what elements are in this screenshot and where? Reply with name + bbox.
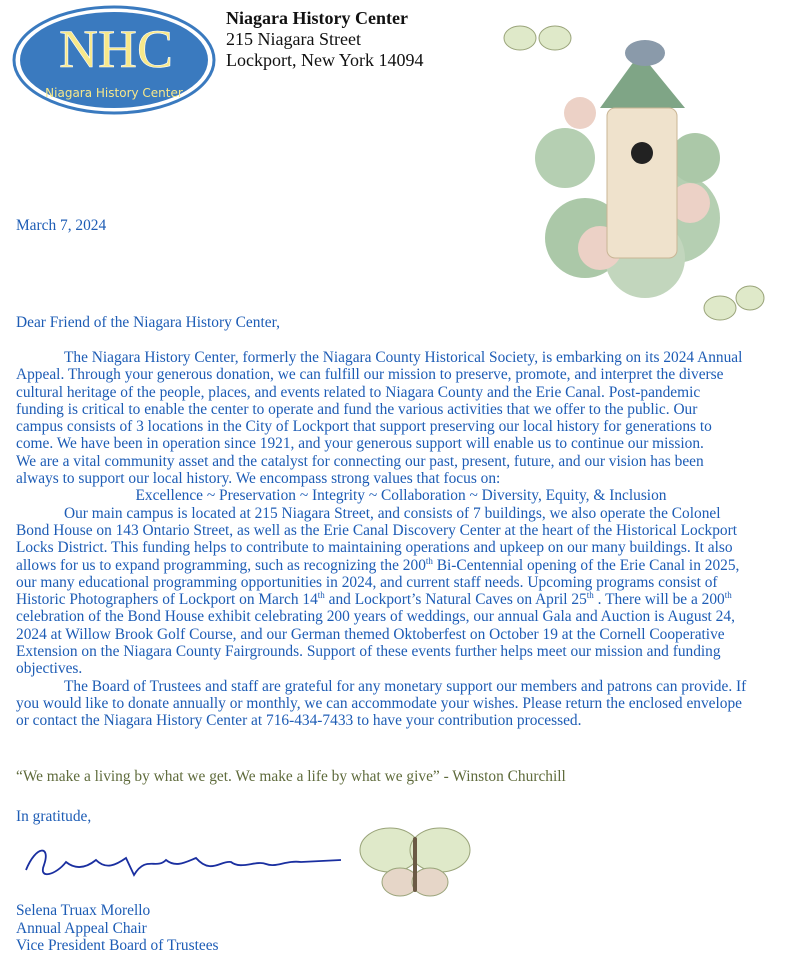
- text: Bi-Centennial opening of the Erie Canal in 2025,: [432, 556, 740, 574]
- body-line: or contact the Niagara History Center at 716-434-7433 to have your contribution processed.: [16, 712, 582, 730]
- body-line: celebration of the Bond House exhibit celebrating 200 years of weddings, our annual Gala and Auction is August 24,: [16, 608, 735, 626]
- body-line: campus consists of 3 locations in the City of Lockport that support preserving our local history for generations to: [16, 418, 712, 436]
- sup: th: [586, 590, 594, 601]
- sup: th: [724, 590, 732, 601]
- butterfly-icon: [355, 822, 475, 902]
- birdhouse-illustration: [495, 8, 765, 338]
- body-line: 2024 at Willow Brook Golf Course, and our German themed Oktoberfest on October 19 at the Cornell Cooperative: [16, 625, 725, 643]
- butterfly-icon: [504, 26, 571, 50]
- body-line: our many educational programming opportunities in 2024, and current staff needs. Upcoming programs consist of: [16, 573, 718, 591]
- body-line: We are a vital community asset and the catalyst for connecting our past, present, future, and our vision has been: [16, 452, 704, 470]
- sup: th: [317, 590, 325, 601]
- logo-initials: NHC: [58, 19, 174, 79]
- city: Lockport, New York 14094: [226, 50, 424, 70]
- text: and Lockport’s Natural Caves on April 25: [324, 591, 587, 609]
- letterhead-address: [226, 8, 424, 71]
- logo-name: Niagara History Center: [45, 86, 183, 100]
- letter-body: [16, 349, 786, 730]
- body-line: always to support our local history. We encompass strong values that focus on:: [16, 470, 501, 488]
- body-line: [16, 591, 786, 608]
- body-line: Locks District. This funding helps to contribute to maintaining operations and upkeep on our many buildings. It also: [16, 539, 733, 557]
- letter-date: March 7, 2024: [16, 217, 107, 234]
- body-line: Bond House on 143 Ontario Street, as well as the Erie Canal Discovery Center at the heart of the Historical Lockport: [16, 521, 738, 539]
- handwritten-signature: [16, 840, 346, 890]
- body-line: Our main campus is located at 215 Niagara Street, and consists of 7 buildings, we also operate the Colonel: [64, 504, 721, 522]
- text: Historic Photographers of Lockport on March 14: [16, 591, 318, 609]
- body-line: you would like to donate annually or monthly, we can accommodate your wishes. Please return the enclosed envelope: [16, 694, 742, 712]
- nhc-logo: [12, 5, 216, 115]
- org-name: Niagara History Center: [226, 8, 408, 28]
- signer-role: Annual Appeal Chair: [16, 920, 147, 937]
- core-values: Excellence ~ Preservation ~ Integrity ~ Collaboration ~ Diversity, Equity, & Inclusion: [135, 487, 667, 505]
- text: allows for us to expand programming, such as recognizing the 200: [16, 556, 426, 574]
- body-line: objectives.: [16, 660, 83, 678]
- butterfly-icon: [704, 286, 764, 320]
- churchill-quote: “We make a living by what we get. We make a life by what we give” - Winston Churchill: [16, 768, 566, 785]
- text: . There will be a 200: [593, 591, 725, 609]
- body-line: [16, 557, 786, 574]
- street: 215 Niagara Street: [226, 29, 361, 49]
- signer-name: Selena Truax Morello: [16, 902, 151, 919]
- signer-title: Vice President Board of Trustees: [16, 937, 219, 954]
- body-line: come. We have been in operation since 1921, and your generous support will enable us to continue our mission.: [16, 435, 704, 453]
- salutation: Dear Friend of the Niagara History Center,: [16, 314, 280, 331]
- body-line: The Niagara History Center, formerly the Niagara County Historical Society, is embarking on its 2024 Annual: [64, 349, 743, 366]
- body-line: Appeal. Through your generous donation, we can fulfill our mission to preserve, promote, and interpret the diverse: [16, 366, 724, 384]
- closing: In gratitude,: [16, 808, 92, 825]
- body-line: The Board of Trustees and staff are grateful for any monetary support our members and patrons can provide. If: [64, 677, 747, 695]
- body-line: Extension on the Niagara County Fairgrounds. Support of these events further helps meet our mission and funding: [16, 643, 721, 661]
- body-line: cultural heritage of the people, places, and events related to Niagara County and the Erie Canal. Post-pandemic: [16, 383, 701, 401]
- sup: th: [425, 555, 433, 566]
- body-line: funding is critical to enable the center to operate and fund the various activities that we offer to the public. Our: [16, 400, 698, 418]
